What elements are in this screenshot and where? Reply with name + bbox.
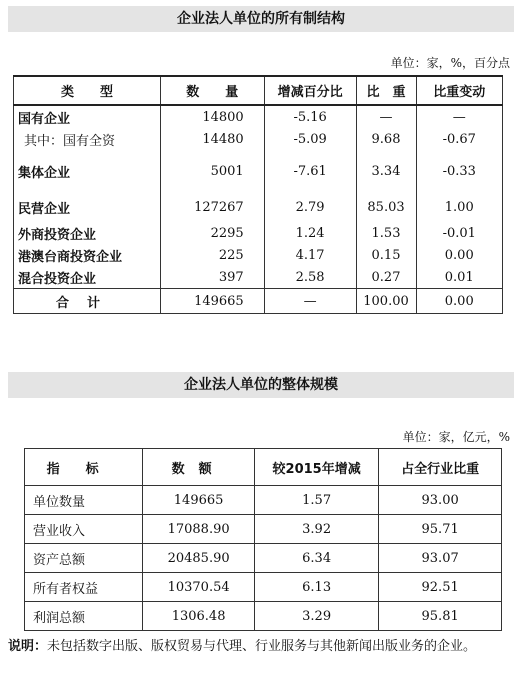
cell-industry-share: 93.00 bbox=[379, 486, 502, 515]
table-row bbox=[25, 573, 502, 602]
footnote-lead: 说明： bbox=[8, 639, 48, 654]
cell-share-change: 0.00 bbox=[416, 244, 502, 266]
cell-amount: 20485.90 bbox=[143, 544, 255, 573]
table-row bbox=[14, 105, 503, 128]
cell-indicator: 单位数量 bbox=[25, 486, 143, 515]
cell-indicator: 资产总额 bbox=[25, 544, 143, 573]
cell-share-change: 0.01 bbox=[416, 266, 502, 289]
header-yoy: 较2015年增减 bbox=[255, 449, 379, 486]
cell-type: 港澳台商投资企业 bbox=[14, 244, 161, 266]
cell-change: 2.58 bbox=[264, 266, 356, 289]
header-change: 增减百分比 bbox=[264, 76, 356, 105]
cell-amount: 1306.48 bbox=[143, 602, 255, 631]
cell-type: 国有企业 bbox=[14, 105, 161, 128]
cell-type: 混合投资企业 bbox=[14, 266, 161, 289]
cell-count: 5001 bbox=[160, 150, 264, 192]
cell-yoy: 1.57 bbox=[255, 486, 379, 515]
cell-industry-share: 95.81 bbox=[379, 602, 502, 631]
cell-indicator: 利润总额 bbox=[25, 602, 143, 631]
cell-change: 1.24 bbox=[264, 222, 356, 244]
cell-change: -7.61 bbox=[264, 150, 356, 192]
cell-indicator: 所有者权益 bbox=[25, 573, 143, 602]
cell-share-change: 1.00 bbox=[416, 192, 502, 222]
cell-share: 0.15 bbox=[356, 244, 416, 266]
total-row bbox=[14, 289, 503, 314]
cell-amount: 10370.54 bbox=[143, 573, 255, 602]
header-amount: 数额 bbox=[143, 449, 255, 486]
cell-type: 外商投资企业 bbox=[14, 222, 161, 244]
cell-change: -5.09 bbox=[264, 128, 356, 150]
header-share: 比 重 bbox=[356, 76, 416, 105]
cell-yoy: 3.29 bbox=[255, 602, 379, 631]
header-type: 类 型 bbox=[14, 76, 161, 105]
cell-share-change: -0.33 bbox=[416, 150, 502, 192]
header-industry-share: 占全行业比重 bbox=[379, 449, 502, 486]
table-row bbox=[14, 266, 503, 289]
cell-yoy: 6.34 bbox=[255, 544, 379, 573]
cell-industry-share: 95.71 bbox=[379, 515, 502, 544]
total-label: 合计 bbox=[14, 289, 161, 314]
cell-amount: 17088.90 bbox=[143, 515, 255, 544]
cell-yoy: 3.92 bbox=[255, 515, 379, 544]
table-row bbox=[25, 602, 502, 631]
footnote-text: 未包括数字出版、版权贸易与代理、行业服务与其他新闻出版业务的企业。 bbox=[47, 639, 477, 654]
total-share-change: 0.00 bbox=[416, 289, 502, 314]
total-share: 100.00 bbox=[356, 289, 416, 314]
cell-change: 2.79 bbox=[264, 192, 356, 222]
cell-type: 民营企业 bbox=[14, 192, 161, 222]
table-row bbox=[14, 222, 503, 244]
table-row bbox=[25, 515, 502, 544]
cell-count: 14800 bbox=[160, 105, 264, 128]
cell-type: 其中：国有全资 bbox=[14, 128, 161, 150]
header-share-change: 比重变动 bbox=[416, 76, 502, 105]
table1-title: 企业法人单位的所有制结构 bbox=[8, 6, 514, 32]
cell-indicator: 营业收入 bbox=[25, 515, 143, 544]
cell-share: 0.27 bbox=[356, 266, 416, 289]
table-row bbox=[14, 128, 503, 150]
table-row bbox=[14, 150, 503, 192]
table-row bbox=[25, 544, 502, 573]
cell-count: 225 bbox=[160, 244, 264, 266]
cell-share-change: -0.67 bbox=[416, 128, 502, 150]
cell-industry-share: 93.07 bbox=[379, 544, 502, 573]
cell-share: 9.68 bbox=[356, 128, 416, 150]
table-row bbox=[14, 244, 503, 266]
cell-change: -5.16 bbox=[264, 105, 356, 128]
cell-count: 127267 bbox=[160, 192, 264, 222]
total-count: 149665 bbox=[160, 289, 264, 314]
cell-share: 85.03 bbox=[356, 192, 416, 222]
ownership-structure-table bbox=[13, 75, 503, 314]
cell-share: 3.34 bbox=[356, 150, 416, 192]
overall-scale-table bbox=[24, 448, 502, 631]
cell-type: 集体企业 bbox=[14, 150, 161, 192]
table-row bbox=[14, 192, 503, 222]
table2-unit: 单位：家，亿元，% bbox=[402, 430, 510, 444]
cell-share: — bbox=[356, 105, 416, 128]
table1-unit: 单位：家，%，百分点 bbox=[390, 56, 510, 70]
cell-count: 2295 bbox=[160, 222, 264, 244]
cell-amount: 149665 bbox=[143, 486, 255, 515]
footnote bbox=[8, 636, 508, 658]
total-change: — bbox=[264, 289, 356, 314]
header-indicator: 指标 bbox=[25, 449, 143, 486]
cell-yoy: 6.13 bbox=[255, 573, 379, 602]
cell-change: 4.17 bbox=[264, 244, 356, 266]
table2-title: 企业法人单位的整体规模 bbox=[8, 372, 514, 398]
cell-share-change: — bbox=[416, 105, 502, 128]
cell-count: 14480 bbox=[160, 128, 264, 150]
table-row bbox=[25, 486, 502, 515]
table-header-row bbox=[25, 449, 502, 486]
cell-count: 397 bbox=[160, 266, 264, 289]
table-header-row bbox=[14, 76, 503, 105]
cell-share-change: -0.01 bbox=[416, 222, 502, 244]
cell-share: 1.53 bbox=[356, 222, 416, 244]
header-count: 数 量 bbox=[160, 76, 264, 105]
cell-industry-share: 92.51 bbox=[379, 573, 502, 602]
